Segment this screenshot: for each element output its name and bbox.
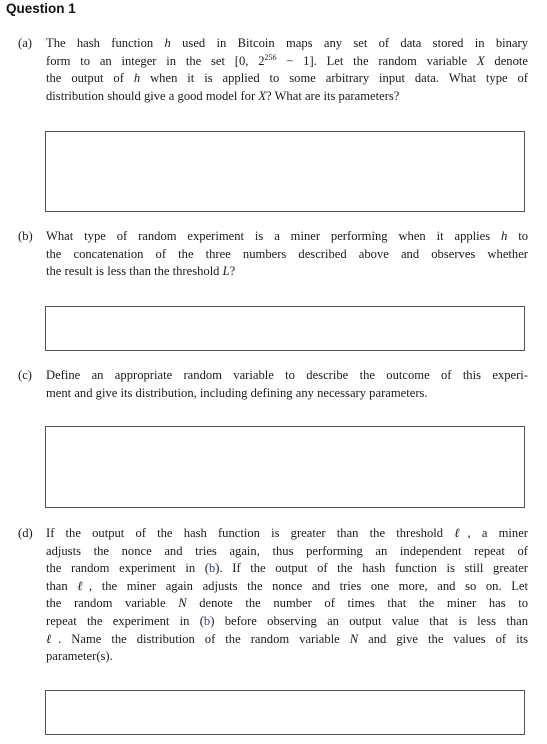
answer-box-a[interactable] (45, 131, 525, 212)
math-symbol: N (349, 631, 359, 646)
math-symbol: N (178, 596, 187, 611)
math-symbol: h (164, 36, 171, 50)
part-c-text (46, 367, 528, 402)
math-symbol: h (501, 229, 508, 243)
answer-box-b[interactable] (45, 306, 525, 351)
text-line: parameter(s). (46, 649, 113, 664)
part-a-text (46, 35, 528, 105)
part-c (18, 367, 528, 402)
text-line: the output of h when it is applied to some arbitrary input data. What type of (46, 71, 528, 86)
math-symbol: X (258, 88, 267, 103)
part-d-text (46, 525, 528, 666)
question-title: Question 1 (6, 1, 76, 16)
text-line: form to an integer in the set [0, $2^{256} - 1$]. Let the random variable X denote (46, 52, 528, 68)
part-a-label: (a) (18, 36, 32, 50)
text-line: ℓ. Name the distribution of the random variable N and give the values of its (46, 631, 528, 646)
math-symbol: ℓ (46, 631, 59, 646)
part-b (18, 228, 528, 281)
text-line: repeat the experiment in (b) before observing an output value that is less than (46, 613, 529, 628)
text-line: the result is less than the threshold L? (46, 264, 236, 279)
text-line: What type of random experiment is a miner performing when it applies h to (46, 229, 528, 243)
exponent: 256 (264, 52, 277, 62)
answer-box-c[interactable] (45, 426, 525, 508)
text-line: distribution should give a good model for X? What are its parameters? (46, 88, 400, 103)
part-b-label: (b) (18, 229, 33, 243)
text-line: The hash function h used in Bitcoin maps any set of data stored in binary (46, 36, 529, 50)
text-line: than ℓ, the miner again adjusts the nonce and tries one more, and so on. Let (46, 578, 528, 593)
part-reference-link[interactable]: b (203, 613, 211, 628)
math-symbol: h (133, 71, 141, 86)
text-line: Define an appropriate random variable to describe the outcome of this experi- (46, 368, 528, 382)
part-d (18, 525, 528, 666)
answer-box-d[interactable] (45, 690, 525, 735)
text-line: the concatenation of the three numbers described above and observes whether (46, 246, 528, 261)
part-reference-link[interactable]: b (208, 561, 216, 576)
part-d-label: (d) (18, 526, 33, 540)
math-symbol: L (222, 264, 230, 279)
part-c-label: (c) (18, 368, 32, 382)
math-symbol: ℓ (454, 526, 468, 540)
part-b-text (46, 228, 528, 281)
text-line: If the output of the hash function is greater than the threshold ℓ, a miner (46, 526, 528, 540)
math-symbol: ℓ (77, 578, 89, 593)
math-symbol: X (476, 53, 485, 68)
text-line: the random variable N denote the number of times that the miner has to (46, 596, 528, 611)
text-line: adjusts the nonce and tries again, thus performing an independent repeat of (46, 543, 528, 558)
text-line: ment and give its distribution, including defining any necessary parameters. (46, 385, 428, 400)
part-a (18, 35, 528, 105)
text-line: the random experiment in (b). If the output of the hash function is still greater (46, 561, 528, 576)
